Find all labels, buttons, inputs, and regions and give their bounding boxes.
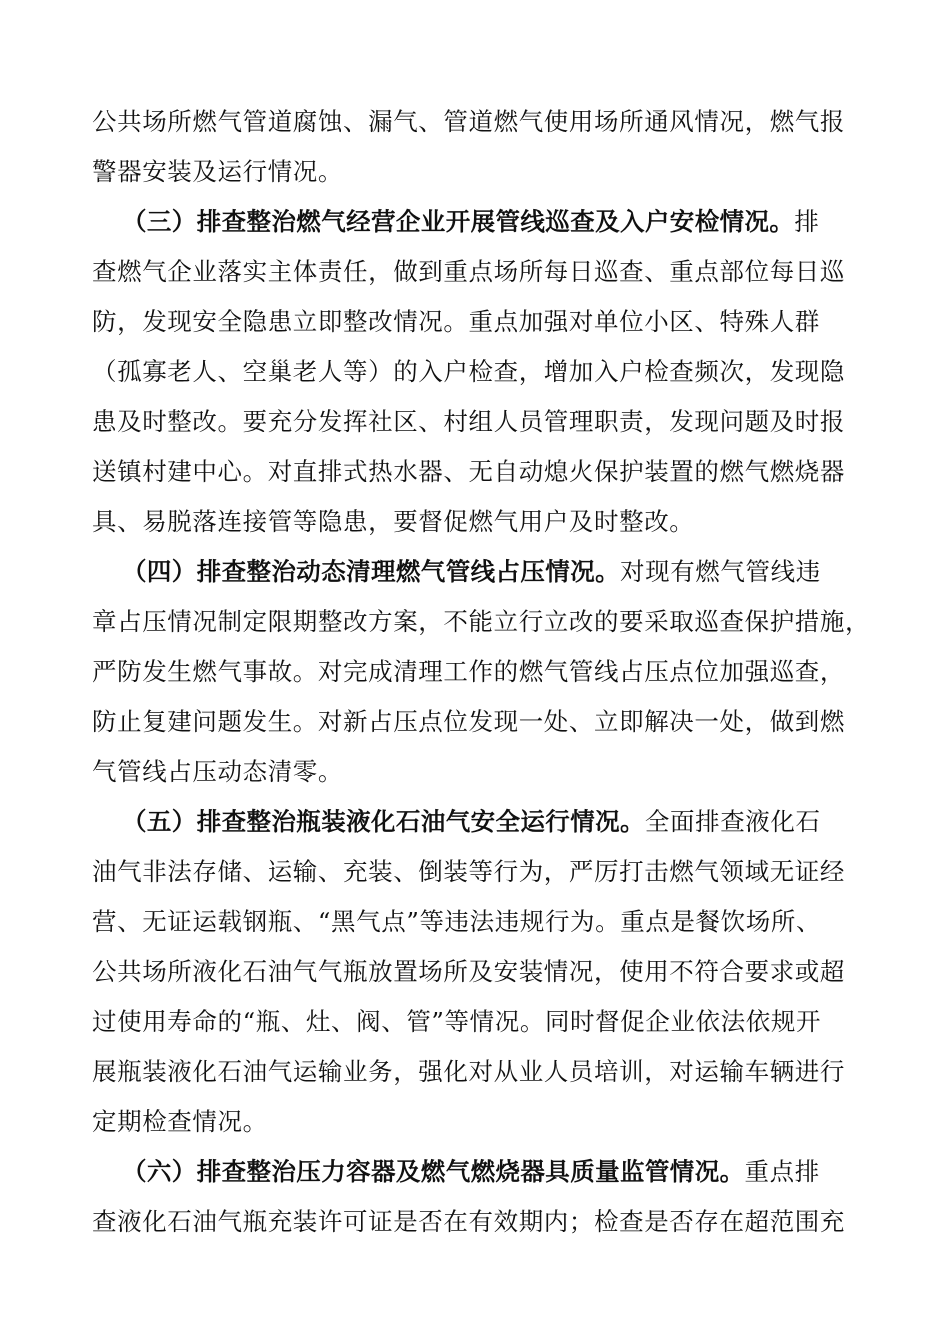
body-text-line: 防，发现安全隐患立即整改情况。重点加强对单位小区、特殊人群 — [92, 307, 820, 336]
body-text-line: 油气非法存储、运输、充装、倒装等行为，严厉打击燃气领域无证经 — [92, 857, 845, 886]
section-heading: （六）排查整治压力容器及燃气燃烧器具质量监管情况。 — [122, 1157, 745, 1186]
section-heading: （五）排查整治瓶装液化石油气安全运行情况。 — [122, 807, 645, 836]
body-text-line: 公共场所燃气管道腐蚀、漏气、管道燃气使用场所通风情况，燃气报 — [92, 107, 845, 136]
body-text-line: 查液化石油气瓶充装许可证是否在有效期内；检查是否存在超范围充 — [92, 1207, 845, 1236]
paragraph-first-line — [122, 1154, 862, 1190]
section-heading: （三）排查整治燃气经营企业开展管线巡查及入户安检情况。 — [122, 207, 795, 236]
section-heading: （四）排查整治动态清理燃气管线占压情况。 — [122, 557, 620, 586]
paragraph-first-line — [122, 204, 862, 240]
body-text-line: 送镇村建中心。对直排式热水器、无自动熄火保护装置的燃气燃烧器 — [92, 457, 845, 486]
body-text-line: 查燃气企业落实主体责任，做到重点场所每日巡查、重点部位每日巡 — [92, 257, 845, 286]
body-text-line: 警器安装及运行情况。 — [92, 157, 343, 186]
body-text: 对现有燃气管线违 — [620, 557, 821, 586]
body-text-line: （孤寡老人、空巢老人等）的入户检查，增加入户检查频次，发现隐 — [92, 357, 845, 386]
paragraph-first-line — [122, 804, 862, 840]
paragraph-first-line — [122, 554, 862, 590]
body-text-line: 严防发生燃气事故。对完成清理工作的燃气管线占压点位加强巡查， — [92, 657, 845, 686]
body-text-line: 定期检查情况。 — [92, 1107, 268, 1136]
body-text-line: 防止复建问题发生。对新占压点位发现一处、立即解决一处，做到燃 — [92, 707, 845, 736]
body-text-line: 具、易脱落连接管等隐患，要督促燃气用户及时整改。 — [92, 507, 695, 536]
body-text: 重点排 — [744, 1157, 820, 1186]
body-text-line: 营、无证运载钢瓶、“黑气点”等违法违规行为。重点是餐饮场所、 — [92, 907, 822, 936]
body-text-line: 展瓶装液化石油气运输业务，强化对从业人员培训，对运输车辆进行 — [92, 1057, 845, 1086]
body-text-line: 过使用寿命的“瓶、灶、阀、管”等情况。同时督促企业依法依规开 — [92, 1007, 822, 1036]
body-text-line: 气管线占压动态清零。 — [92, 757, 343, 786]
body-text-line: 章占压情况制定限期整改方案，不能立行立改的要采取巡查保护措施， — [92, 607, 871, 636]
body-text-line: 患及时整改。要充分发挥社区、村组人员管理职责，发现问题及时报 — [92, 407, 845, 436]
body-text: 全面排查液化石 — [644, 807, 821, 836]
body-text: 排 — [794, 207, 820, 236]
body-text-line: 公共场所液化石油气气瓶放置场所及安装情况，使用不符合要求或超 — [92, 957, 845, 986]
